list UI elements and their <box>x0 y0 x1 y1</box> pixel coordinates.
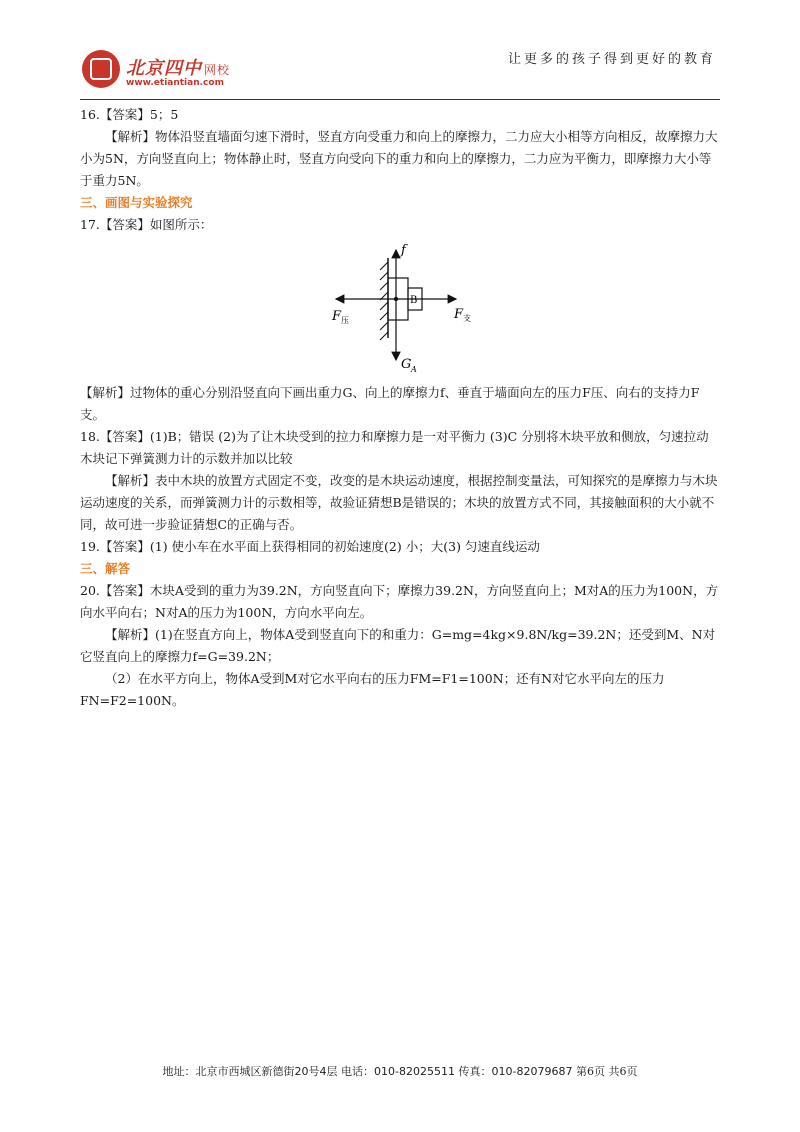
footer-address: 地址：北京市西城区新德街20号4层 电话：010-82025511 传真：010-82079687 <box>162 1065 573 1078</box>
logo-url: www.etiantian.com <box>126 78 224 88</box>
document-body <box>80 104 720 712</box>
section-title-answers: 三、解答 <box>80 561 131 576</box>
q20-analysis-2: （2）在水平方向上，物体A受到M对它水平向右的压力FM=F1=100N；还有N对它水平向左的压力FN=F2=100N。 <box>80 671 665 708</box>
header-divider <box>80 99 720 100</box>
label-b: B <box>410 295 418 306</box>
wall-hatching <box>380 262 388 340</box>
label-f-support: F <box>454 307 464 322</box>
q19-answer: 19.【答案】(1) 使小车在水平面上获得相同的初始速度(2) 小；大(3) 匀速直线运动 <box>80 539 540 554</box>
q17-answer: 17.【答案】如图所示： <box>80 217 213 232</box>
label-f-support-sub: 支 <box>463 314 471 323</box>
logo-emblem-icon <box>82 50 120 88</box>
header-slogan: 让更多的孩子得到更好的教育 <box>507 52 716 67</box>
label-g: G <box>401 357 412 372</box>
label-f-press: F <box>332 309 342 324</box>
page-footer <box>0 1063 800 1079</box>
q20-analysis-1: 【解析】(1)在竖直方向上，物体A受到竖直向下的和重力：G=mg=4kg×9.8N/kg=39.2N；还受到M、N对它竖直向上的摩擦力f=G=39.2N； <box>80 627 716 664</box>
q16-answer: 16.【答案】5；5 <box>80 107 179 122</box>
force-diagram-svg <box>326 238 506 378</box>
label-g-sub: A <box>411 365 417 374</box>
footer-page-number: 第6页 共6页 <box>575 1065 638 1078</box>
q18-answer: 18.【答案】(1)B；错误 (2)为了让木块受到的拉力和摩擦力是一对平衡力 (3)C 分别将木块平放和侧放，匀速拉动木块记下弹簧测力计的示数并加以比较 <box>80 429 709 466</box>
logo <box>80 48 320 98</box>
page-header <box>80 40 720 100</box>
q18-analysis: 【解析】表中木块的放置方式固定不变，改变的是木块运动速度，根据控制变量法，可知探究的是摩擦力与木块运动速度的关系，而弹簧测力计的示数相等，故验证猜想B是错误的；木块的放置方式不同，其接触面积的大小就不同，故可进一步验证猜想C的正确与否。 <box>80 473 718 532</box>
label-f: f <box>401 243 406 258</box>
logo-name: 北京四中 网校 <box>126 58 231 79</box>
label-f-press-sub: 压 <box>341 316 349 325</box>
section-title-drawing: 三、画图与实验探究 <box>80 195 193 210</box>
q20-answer: 20.【答案】木块A受到的重力为39.2N，方向竖直向下；摩擦力39.2N，方向竖直向上；M对A的压力为100N，方向水平向右；N对A的压力为100N，方向水平向左。 <box>80 583 719 620</box>
force-diagram <box>80 236 720 382</box>
q17-analysis: 【解析】过物体的重心分别沿竖直向下画出重力G、向上的摩擦力f、垂直于墙面向左的压力F压、向右的支持力F支。 <box>80 385 700 422</box>
q16-analysis: 【解析】物体沿竖直墙面匀速下滑时，竖直方向受重力和向上的摩擦力，二力应大小相等方向相反，故摩擦力大小为5N，方向竖直向上；物体静止时，竖直方向受向下的重力和向上的摩擦力，二力应为平衡力，即摩擦力大小等于重力5N。 <box>80 129 718 188</box>
